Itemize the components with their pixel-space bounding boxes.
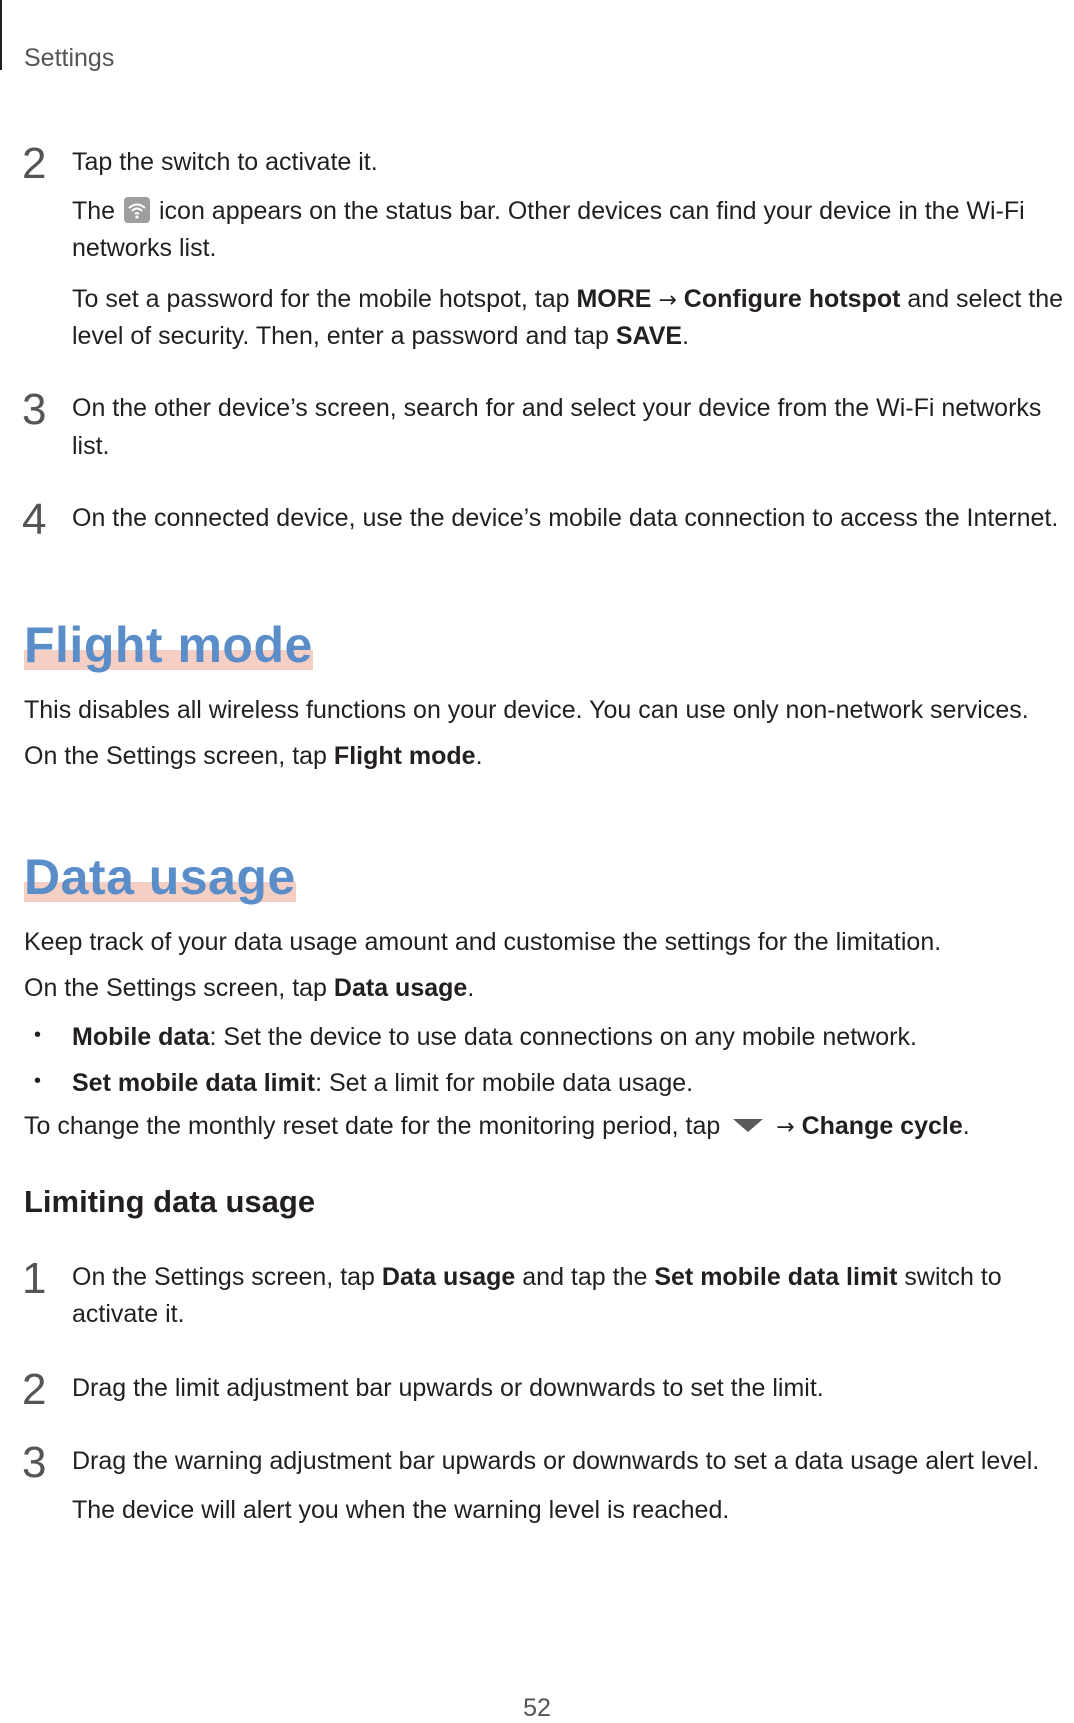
limit-step-3-line1: Drag the warning adjustment bar upwards or downwards to set a data usage alert level. <box>72 1447 1040 1475</box>
flight-mode-heading <box>24 617 313 673</box>
data-usage-heading <box>24 849 296 905</box>
status-bar-text: icon appears on the status bar. Other devices can find your device in the Wi-Fi <box>159 197 1025 225</box>
page-number: 52 <box>523 1694 551 1722</box>
step-number-2: 2 <box>22 139 47 188</box>
mobile-data-term: Mobile data <box>72 1023 210 1051</box>
wifi-hotspot-icon <box>124 197 150 223</box>
data-usage-desc: Keep track of your data usage amount and customise the settings for the limitation. <box>24 928 942 956</box>
networks-list-text: networks list. <box>72 234 217 262</box>
save-label: SAVE <box>615 322 683 350</box>
security-line <box>72 318 1067 355</box>
step-number-3: 3 <box>22 1438 47 1487</box>
flight-tap-text: On the Settings screen, tap <box>24 742 327 770</box>
flight-mode-title: Flight mode <box>24 617 313 673</box>
data-usage-title: Data usage <box>24 849 296 905</box>
password-text-a: To set a password for the mobile hotspot, tap <box>72 285 570 313</box>
limit-step-1-a: On the Settings screen, tap <box>72 1263 375 1291</box>
flight-mode-label: Flight mode <box>333 742 476 770</box>
data-limit-term: Set mobile data limit <box>72 1069 316 1097</box>
header-rule <box>0 0 2 70</box>
limit-step-1-c: and tap the <box>522 1263 648 1291</box>
step-3-line2: list. <box>72 432 110 460</box>
configure-hotspot-label: Configure hotspot <box>683 285 901 313</box>
limiting-data-usage-heading: Limiting data usage <box>24 1184 316 1219</box>
step-4-text: On the connected device, use the device’s mobile data connection to access the Internet. <box>72 504 1059 532</box>
arrow-icon: → <box>776 1115 795 1140</box>
set-mobile-data-limit-label: Set mobile data limit <box>654 1263 898 1291</box>
limit-step-1-line2: activate it. <box>72 1300 185 1328</box>
period: . <box>962 1112 970 1140</box>
data-usage-label: Data usage <box>333 974 468 1002</box>
bullet-mobile-data <box>72 1019 1067 1056</box>
text-the: The <box>72 197 116 225</box>
arrow-icon: → <box>658 288 677 313</box>
data-usage-tap <box>24 970 1019 1007</box>
data-tap-text: On the Settings screen, tap <box>24 974 327 1002</box>
password-text-b: and select the <box>907 285 1064 313</box>
limit-step-1-e: switch to <box>904 1263 1002 1291</box>
step-number-2: 2 <box>22 1365 47 1414</box>
flight-mode-tap <box>24 738 1019 775</box>
step-number-4: 4 <box>22 495 47 544</box>
step-number-1: 1 <box>22 1254 47 1303</box>
data-limit-text: : Set a limit for mobile data usage. <box>315 1069 694 1097</box>
period: . <box>467 974 475 1002</box>
step-3-line1: On the other device’s screen, search for and select your device from the Wi-Fi networks <box>72 394 1042 422</box>
limit-step-1-line1 <box>72 1259 1067 1296</box>
section-label: Settings <box>24 44 115 72</box>
cycle-text: To change the monthly reset date for the monitoring period, tap <box>24 1112 721 1140</box>
period: . <box>682 322 690 350</box>
password-paragraph <box>72 281 1067 319</box>
limit-step-2-text: Drag the limit adjustment bar upwards or downwards to set the limit. <box>72 1374 824 1402</box>
bullet-dot: • <box>34 1070 42 1092</box>
period: . <box>475 742 483 770</box>
more-label: MORE <box>576 285 652 313</box>
bullet-dot: • <box>34 1024 42 1046</box>
change-cycle-line <box>24 1108 1019 1146</box>
flight-mode-desc: This disables all wireless functions on your device. You can use only non-network services. <box>24 696 1029 724</box>
mobile-data-text: : Set the device to use data connections on any mobile network. <box>209 1023 917 1051</box>
security-text: level of security. Then, enter a password and tap <box>72 322 609 350</box>
change-cycle-label: Change cycle <box>801 1112 963 1140</box>
limit-step-3-line2: The device will alert you when the warning level is reached. <box>72 1496 730 1524</box>
status-bar-paragraph <box>72 193 1067 230</box>
data-usage-label: Data usage <box>381 1263 516 1291</box>
step-2-text: Tap the switch to activate it. <box>72 148 378 176</box>
dropdown-triangle-icon <box>731 1108 765 1145</box>
step-number-3: 3 <box>22 385 47 434</box>
bullet-data-limit <box>72 1065 1067 1102</box>
